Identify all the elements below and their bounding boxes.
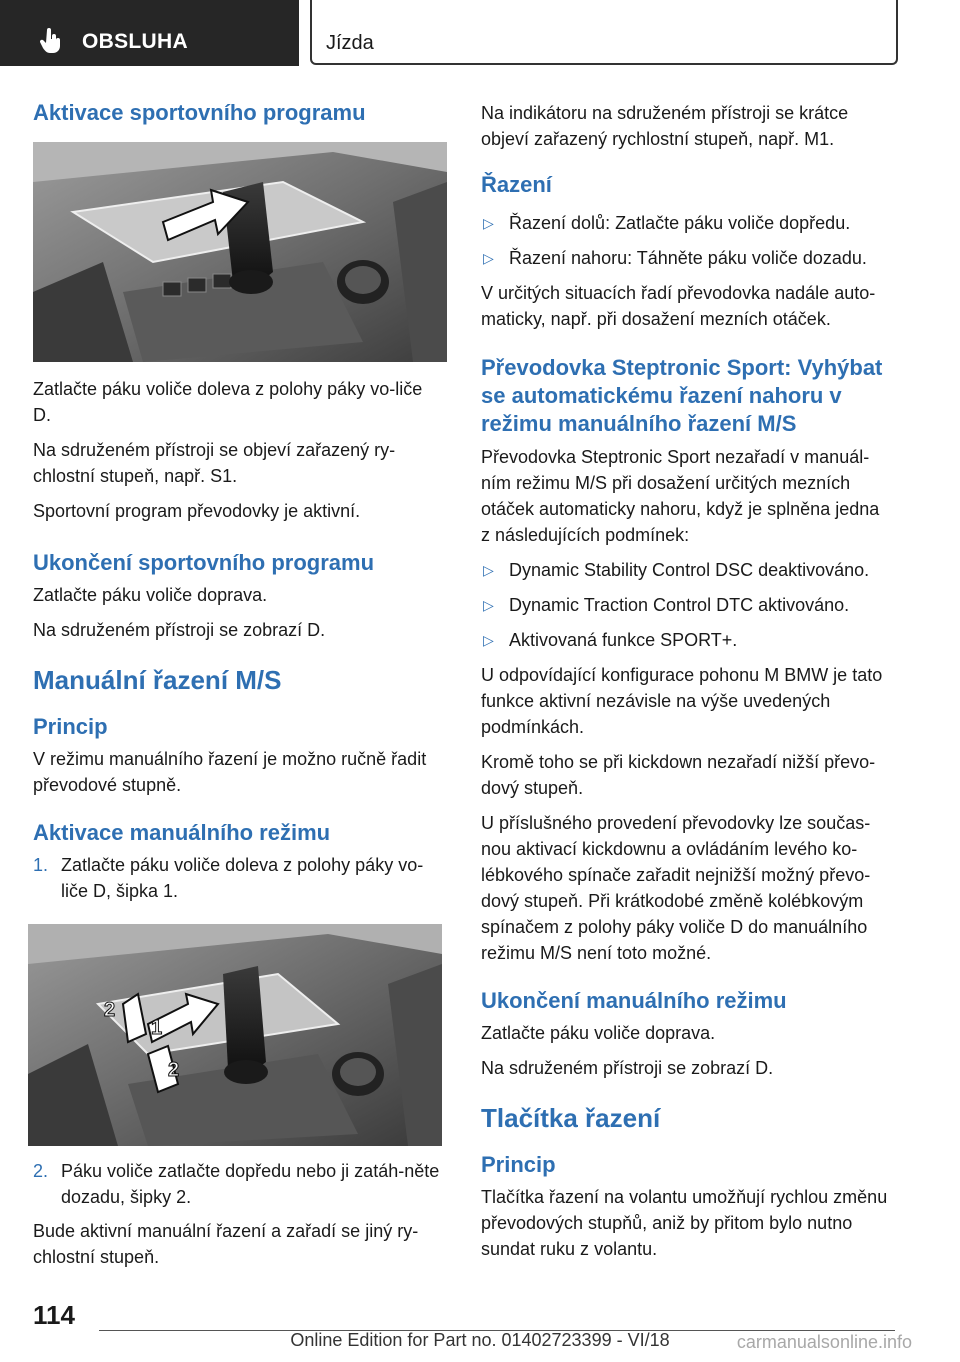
paragraph: Zatlačte páku voliče doprava.: [33, 585, 268, 605]
section-title: OBSLUHA: [82, 30, 188, 53]
heading-sport-activation: Aktivace sportovního programu: [33, 100, 366, 125]
heading-principle: Princip: [481, 1152, 556, 1177]
heading-manual-shifting: Manuální řazení M/S: [33, 665, 282, 695]
heading-sport-end: Ukončení sportovního programu: [33, 550, 375, 575]
list-item: ▷ Řazení dolů: Zatlačte páku voliče dopředu.: [481, 210, 893, 236]
paragraph: Na sdruženém přístroji se objeví zařazený ry-chlostní stupeň, např. S1.: [33, 440, 396, 486]
paragraph: Zatlačte páku voliče doleva z polohy páky vo-liče D.: [33, 379, 423, 425]
step-number: 1.: [33, 855, 49, 875]
paragraph: Na sdruženém přístroji se zobrazí D.: [33, 620, 326, 640]
paragraph: U odpovídající konfigurace pohonu M BMW je tato funkce aktivní nezávisle na výše uvedených podmínkách.: [481, 665, 883, 737]
paragraph: Tlačítka řazení na volantu umožňují rychlou změnu převodových stupňů, aniž by přitom bylo nutno sundat ruku z volantu.: [481, 1187, 888, 1259]
chapter-title: Jízda: [326, 32, 374, 54]
header-frame: [310, 0, 898, 65]
gear-selector-photo-2: [28, 924, 442, 1146]
arrow-label: 2: [104, 999, 116, 1021]
step-text: Zatlačte páku voliče doleva z polohy páky vo-liče D, šipka 1.: [61, 855, 424, 901]
paragraph: Bude aktivní manuální řazení a zařadí se jiný ry-chlostní stupeň.: [33, 1221, 419, 1267]
edition-footer: Online Edition for Part no. 01402723399 - VI/18: [290, 1330, 670, 1350]
arrow-label: 2: [168, 1059, 180, 1081]
triangle-bullet-icon: ▷: [483, 215, 494, 231]
left-column: [33, 100, 445, 1270]
heading-manual-activation: Aktivace manuálního režimu: [33, 820, 331, 845]
heading-steptronic: Převodovka Steptronic Sport: Vyhýbat se automatickému řazení nahoru v režimu manuálního řazení M/S: [481, 355, 883, 436]
conditions-list: [481, 557, 893, 653]
heading-principle: Princip: [33, 714, 108, 739]
paragraph: Sportovní program převodovky je aktivní.: [33, 501, 361, 521]
triangle-bullet-icon: ▷: [483, 632, 494, 648]
gear-selector-photo-1: [33, 142, 447, 362]
step-text: Páku voliče zatlačte dopředu nebo ji zatáh-něte dozadu, šipky 2.: [61, 1161, 440, 1207]
paragraph: Na sdruženém přístroji se zobrazí D.: [481, 1058, 774, 1078]
step-item: [33, 852, 445, 904]
arrow-label: 1: [151, 1017, 163, 1039]
list-item: ▷ Dynamic Traction Control DTC aktivováno.: [481, 592, 893, 618]
paragraph: V určitých situacích řadí převodovka nadále auto-maticky, např. při dosažení mezních otáček.: [481, 283, 876, 329]
step-number: 2.: [33, 1161, 49, 1181]
step-item: [33, 1158, 445, 1210]
paragraph: Zatlačte páku voliče doprava.: [481, 1023, 716, 1043]
list-item: ▷ Řazení nahoru: Táhněte páku voliče dozadu.: [481, 245, 893, 271]
list-item: ▷ Aktivovaná funkce SPORT+.: [481, 627, 893, 653]
heading-shifting: Řazení: [481, 172, 552, 197]
triangle-bullet-icon: ▷: [483, 597, 494, 613]
triangle-bullet-icon: ▷: [483, 562, 494, 578]
paragraph: Na indikátoru na sdruženém přístroji se krátce objeví zařazený rychlostní stupeň, např. M1.: [481, 103, 849, 149]
paragraph: V režimu manuálního řazení je možno ručně řadit převodové stupně.: [33, 749, 427, 795]
paragraph: Převodovka Steptronic Sport nezařadí v manuál-ním režimu M/S při dosažení určitých mezních otáček automaticky nahoru, když je splněna jedna z následujících podmínek:: [481, 447, 880, 545]
page-number: 114: [33, 1300, 75, 1330]
shifting-list: [481, 210, 893, 271]
hand-pointer-icon: [40, 28, 62, 54]
watermark: carmanualsonline.info: [736, 1332, 912, 1352]
paragraph: Kromě toho se při kickdown nezařadí nižší převo-dový stupeň.: [481, 752, 876, 798]
heading-shift-buttons: Tlačítka řazení: [481, 1103, 661, 1133]
heading-manual-end: Ukončení manuálního režimu: [481, 988, 787, 1013]
paragraph: U příslušného provedení převodovky lze součas-nou aktivací kickdownu a ovládáním levého ko-lébkového spínače zařadit nejnižší možný převo-dový stupeň. Při krátkodobé změně kolébkovým spínačem z polohy páky voliče D do manuálního režimu M/S není toto možné.: [481, 813, 871, 963]
list-item: ▷ Dynamic Stability Control DSC deaktivováno.: [481, 557, 893, 583]
triangle-bullet-icon: ▷: [483, 250, 494, 266]
right-column: [481, 100, 893, 1262]
